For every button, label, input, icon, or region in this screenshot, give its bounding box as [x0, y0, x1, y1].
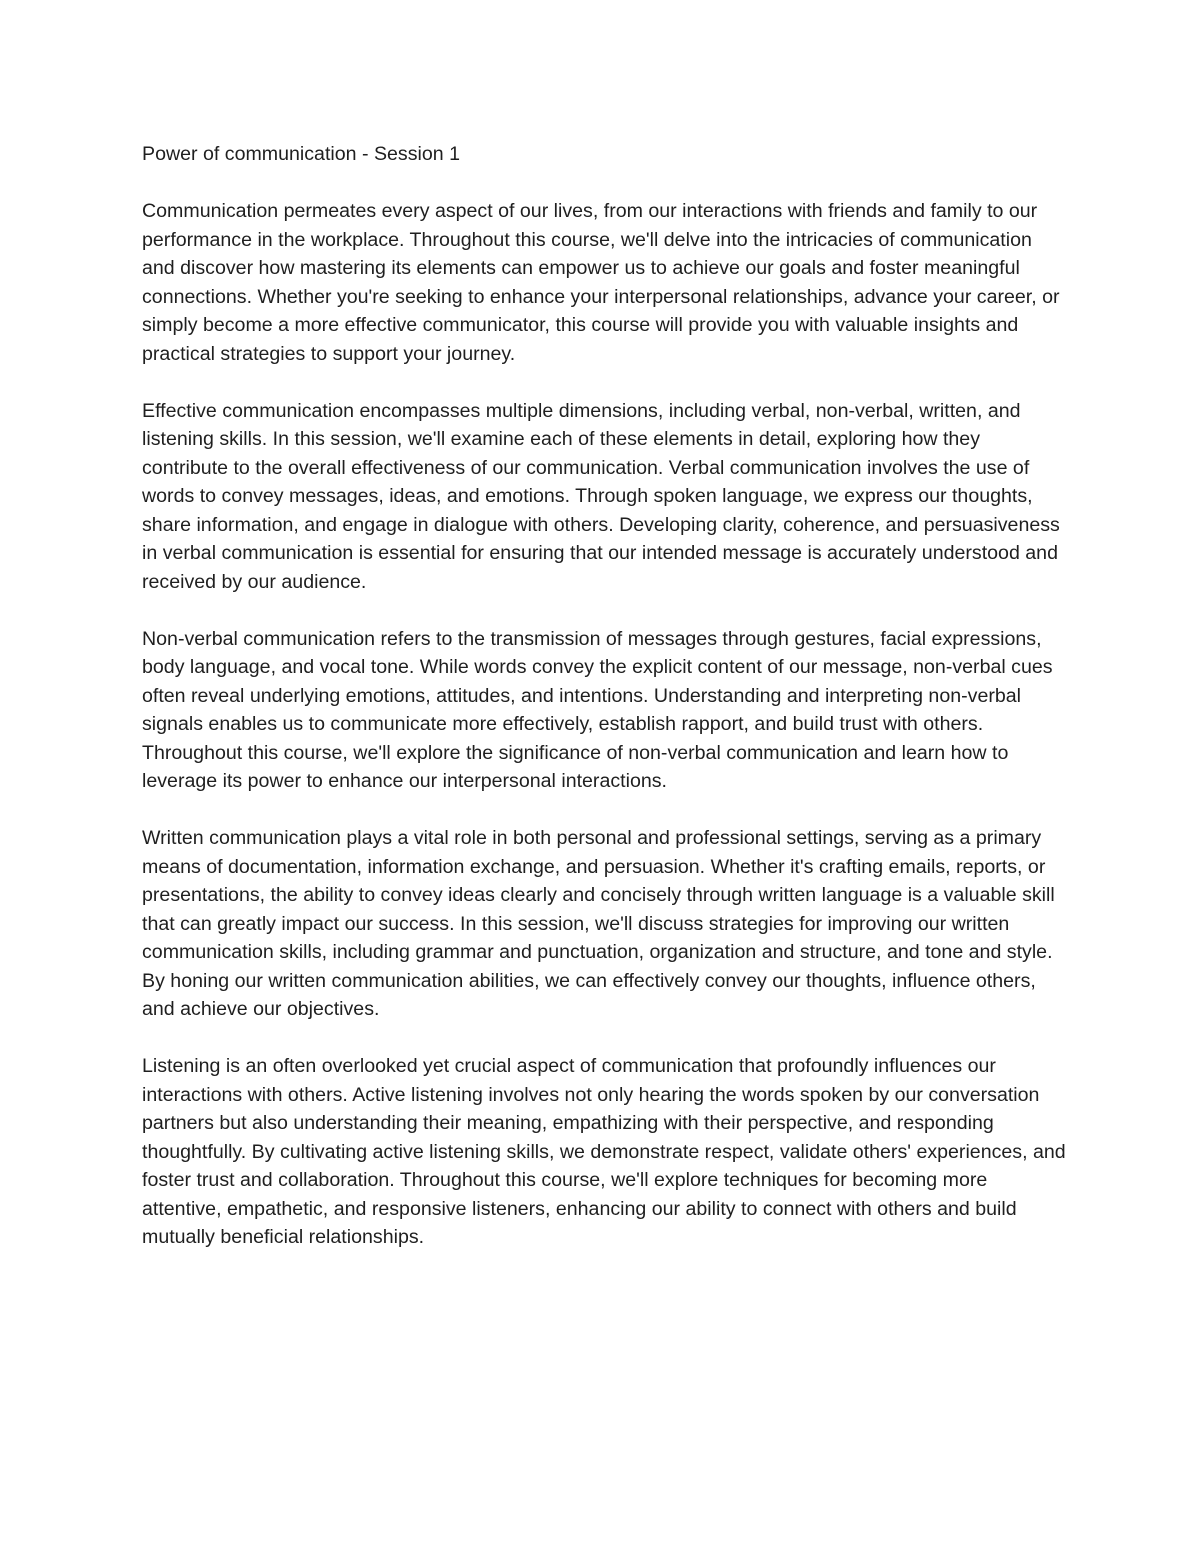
paragraph-introduction: Communication permeates every aspect of our lives, from our interactions with friends and family to our performance in the workplace. Throughout this course, we'll delve into the intricacies of communication and discover how mastering its elements can empower us to achieve our goals and foster meaningful connections. Whether you're seeking to enhance your interpersonal relationships, advance your career, or simply become a more effective communicator, this course will provide you with valuable insights and practical strategies to support your journey. — [142, 200, 1060, 365]
paragraph-listening: Listening is an often overlooked yet crucial aspect of communication that profoundly influences our interactions with others. Active listening involves not only hearing the words spoken by our conversation partners but also understanding their meaning, empathizing with their perspective, and responding thoughtfully. By cultivating active listening skills, we demonstrate respect, validate others' experiences, and foster trust and collaboration. Throughout this course, we'll explore techniques for becoming more attentive, empathetic, and responsive listeners, enhancing our ability to connect with others and build mutually beneficial relationships. — [142, 1055, 1066, 1248]
paragraph-verbal-communication: Effective communication encompasses multiple dimensions, including verbal, non-verbal, written, and listening skills. In this session, we'll examine each of these elements in detail, exploring how they contribute to the overall effectiveness of our communication. Verbal communication involves the use of words to convey messages, ideas, and emotions. Through spoken language, we express our thoughts, share information, and engage in dialogue with others. Developing clarity, coherence, and persuasiveness in verbal communication is essential for ensuring that our intended message is accurately understood and received by our audience. — [142, 399, 1060, 593]
paragraph-written-communication: Written communication plays a vital role in both personal and professional settings, serving as a primary means of documentation, information exchange, and persuasion. Whether it's crafting emails, reports, or presentations, the ability to convey ideas clearly and concisely through written language is a valuable skill that can greatly impact our success. In this session, we'll discuss strategies for improving our written communication skills, including grammar and punctuation, organization and structure, and tone and style. By honing our written communication abilities, we can effectively convey our thoughts, influence others, and achieve our objectives. — [142, 827, 1055, 1020]
document-title: Power of communication - Session 1 — [142, 143, 460, 165]
document-body — [142, 140, 1067, 1252]
paragraph-non-verbal-communication: Non-verbal communication refers to the transmission of messages through gestures, facial expressions, body language, and vocal tone. While words convey the explicit content of our message, non-verbal cues often reveal underlying emotions, attitudes, and intentions. Understanding and interpreting non-verbal signals enables us to communicate more effectively, establish rapport, and build trust with others. Throughout this course, we'll explore the significance of non-verbal communication and learn how to leverage its power to enhance our interpersonal interactions. — [142, 627, 1053, 792]
